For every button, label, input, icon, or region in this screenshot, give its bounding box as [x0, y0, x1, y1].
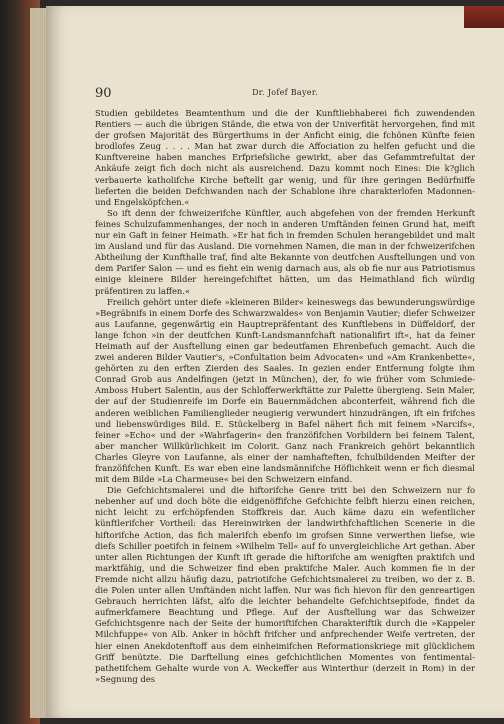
paragraph-4: Die Gefchichtsmalerei und die hiftorifche Genre tritt bei den Schweizern nur fo nebenher auf und doch böte die eidgenöffifche Gefchichte felbft hierzu einen reichen, nicht leicht zu erfchöpfenden Stoffkreis dar. Auch käme dazu ein wefentlicher künftlerifcher Vortheil: das Hereinwirken der landwirthfchaftlichen Scenerie in die hiftorifche Action, das fich malerifch ebenfo im grofsen Sinne verwerthen liefse, wie diefs Schiller poetifch in feinem »Wilhelm Tell« auf fo unvergleichliche Art gethan. Aber unter allen Richtungen der Kunft ift gerade die hiftorifche am wenigften praktifch und marktfähig, und die Schweizer find eben praktifche Maler. Auch kommen fie in der Fremde nicht allzu häufig dazu, patriotifche Gefchichtsmalerei zu treiben, wo der z. B. die Polen unter allen Umftänden nicht laffen. Nur was fich hievon für den genreartigen Gebrauch herrichten läfst, alfo die leichter behandelte Gefchichtsepifode, findet da aufmerkfamere Beachtung und Pflege. Auf der Ausftellung war das Schweizer Gefchichtsgenre nach der Seite der humoriftifchen Charakteriftik durch die »Kappeler Milchfuppe« von Alb. Anker in höchft frifcher und anfprechender Weife vertreten, der hier einen Anekdotenftoff aus dem einheimifchen Reformationskriege mit glücklichem Griff benützte. Die Darftellung eines gefchichtlichen Momentes von fentimental-pathetifchem Gehalte wurde von A. Weckeffer aus Winterthur (derzeit in Rom) in der »Segnung des — [95, 485, 475, 684]
paragraph-1: Studien gebildetes Beamtenthum und die der Kunftliebhaberei fich zuwendenden Rentiers — auch die übrigen Stände, die etwa von der Univerfität hervorgehen, find mit der grofsen Majorität des Bürgerthums in der Anficht einig, die fchönen Künfte feien brodlofes Zeug . . . . Man hat zwar durch die Affociation zu helfen gefucht und die Kunftvereine haben manches Erfpriefsliche gewirkt, aber das Gefammtrefultat der Ankäufe zeigt fich doch nicht als ausreichend. Dazu kommt noch Eines: Die k?glich verbauerte katholifche Kirche beftellt gar wenig, und für ihre geringen Bedürfniffe lieferten die beiden Defchwanden nach der Schablone ihre charakterlofen Madonnen- und Engelsköpfchen.« — [95, 108, 475, 207]
paragraph-3: Freilich gehört unter diefe »kleineren Bilder« keineswegs das bewunderungswürdige »Begräbnifs in einem Dorfe des Schwarzwaldes« von Benjamin Vautier; diefer Schweizer aus Laufanne, gegenwärtig ein Hauptrepräfentant des Kunftlebens in Düffeldorf, der lange fchon »in der deutfchen Kunft-Landsmannfchaft nationalifirt ift«, hat da feiner Heimath auf der Ausftellung einen gar bedeutfamen Ehrenbefuch gemacht. Auch die zwei anderen Bilder Vautier's, »Confultation beim Advocaten« und »Am Krankenbette«, gehörten zu den erften Zierden des Saales. In gezien ender Entfernung folgte ihm Conrad Grob aus Andelfingen (jetzt in München), der, fo wie früher vom Schmiede-Amboss Hubert Salentin, aus der Schlofferwerkftätte zur Palette übergieng. Sein Maler, der auf der Studienreife im Dorfe ein Bauernmädchen abconterfeit, während fich die anderen weiblichen Familienglieder neugierig verwundert hinzudrängen, ift ein frifches und liebenswürdiges Bild. E. Stückelberg in Bafel nähert fich mit feinem »Narcifs«, feiner »Echo« und der »Wahrfagerin« den franzöfifchen Vorbildern bei feinem Talent, aber mancher Willkürlichkeit im Colorit. Ganz nach Frankreich gehört bekanntlich Charles Gleyre von Laufanne, als einer der namhafteften, fchulbildenden Meifter der franzöfifchen Kunft. Es war eben eine landsmännifche Höflichkeit wenn er fich diesmal mit dem Bilde »La Charmeuse« bei den Schweizern einfand. — [95, 296, 475, 485]
body-text — [95, 108, 475, 685]
paragraph-2: So ift denn der fchweizerifche Künftler, auch abgefehen von der fremden Herkunft feines Schulzufammenhanges, der noch in anderen Umftänden feinen Grund hat, meift nur ein Gaft in feiner Heimath. »Er hat fich in fremden Schulen herangebildet und malt im Ausland und für das Ausland. Die vornehmen Namen, die man in der fchweizerifchen Abtheilung der Kunfthalle traf, find alte Bekannte von deutfchen Ausftellungen und von dem Parifer Salon — und es fieht ein wenig darnach aus, als ob fie nur aus Patriotismus einige kleinere Bilder hereingefchiftet hätten, um das Heimathland fich würdig präfentiren zu laffen.« — [95, 207, 475, 296]
page-header — [95, 86, 475, 102]
page-number: 90 — [95, 86, 112, 101]
running-head: Dr. Jofef Bayer. — [252, 88, 318, 97]
adjacent-book-cover — [464, 6, 504, 28]
